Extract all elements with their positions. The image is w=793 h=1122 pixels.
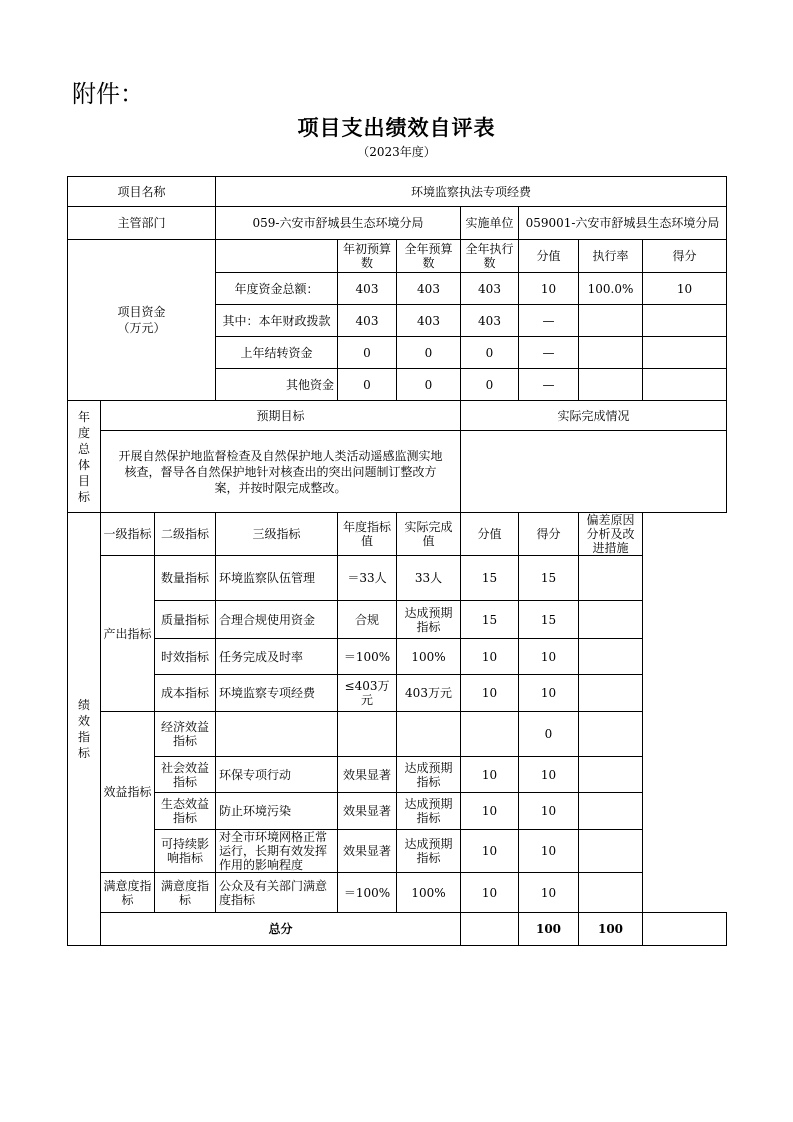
- actual-value: 33人: [397, 556, 461, 601]
- funds-cell: —: [519, 305, 579, 337]
- perf-header: 实际完成值: [397, 513, 461, 556]
- score-value: 10: [461, 830, 519, 873]
- unit-label: 实施单位: [461, 207, 519, 240]
- dept-value: 059-六安市舒城县生态环境分局: [216, 207, 461, 240]
- funds-header: 全年预算数: [397, 240, 461, 273]
- funds-cell: 0: [397, 337, 461, 369]
- funds-row-label: 其中：本年财政拨款: [216, 305, 338, 337]
- actual-completion-header: 实际完成情况: [461, 401, 727, 431]
- perf-header: 年度指标值: [338, 513, 397, 556]
- funds-header-blank: [216, 240, 338, 273]
- actual-value: 100%: [397, 639, 461, 675]
- target-value: 合规: [338, 601, 397, 639]
- goal-label-text: 年度总体目标: [77, 409, 90, 504]
- funds-header: 全年执行数: [461, 240, 519, 273]
- deviation-note: [579, 757, 643, 793]
- funds-row-label: 其他资金: [216, 369, 338, 401]
- l3-indicator: 合理合规使用资金: [216, 601, 338, 639]
- l2-indicator: 社会效益指标: [155, 757, 216, 793]
- expected-goal-text: 开展自然保护地监督检查及自然保护地人类活动遥感监测实地核查，督导各自然保护地针对核查出的突出问题制订整改方案，并按时限完成整改。: [101, 431, 461, 513]
- actual-value: 403万元: [397, 675, 461, 712]
- funds-cell: 0: [338, 369, 397, 401]
- total-blank: [461, 913, 519, 946]
- funds-cell: 0: [461, 337, 519, 369]
- l3-indicator: [216, 712, 338, 757]
- benefit-label: 效益指标: [101, 712, 155, 873]
- deviation-note: [579, 639, 643, 675]
- page-title: 项目支出绩效自评表: [297, 116, 496, 140]
- funds-row-label: 年度资金总额：: [216, 273, 338, 305]
- funds-cell: 403: [338, 273, 397, 305]
- funds-cell: 403: [338, 305, 397, 337]
- funds-cell: —: [519, 337, 579, 369]
- funds-cell: 403: [461, 273, 519, 305]
- l3-indicator: 防止环境污染: [216, 793, 338, 830]
- l2-indicator: 可持续影响指标: [155, 830, 216, 873]
- funds-cell: —: [519, 369, 579, 401]
- funds-cell: [643, 305, 727, 337]
- funds-row-label: 上年结转资金: [216, 337, 338, 369]
- score-value: 10: [461, 873, 519, 913]
- score: 10: [519, 757, 579, 793]
- score: 10: [519, 793, 579, 830]
- deviation-note: [579, 712, 643, 757]
- target-value: ＝33人: [338, 556, 397, 601]
- deviation-note: [579, 556, 643, 601]
- l3-indicator: 任务完成及时率: [216, 639, 338, 675]
- total-label: 总分: [101, 913, 461, 946]
- dept-label: 主管部门: [68, 207, 216, 240]
- perf-header: 得分: [519, 513, 579, 556]
- l2-indicator: 数量指标: [155, 556, 216, 601]
- l3-indicator: 环境监察专项经费: [216, 675, 338, 712]
- deviation-note: [579, 873, 643, 913]
- l2-indicator: 时效指标: [155, 639, 216, 675]
- funds-header: 分值: [519, 240, 579, 273]
- actual-value: 达成预期指标: [397, 601, 461, 639]
- funds-header: 执行率: [579, 240, 643, 273]
- score-value: 10: [461, 793, 519, 830]
- perf-header: 三级指标: [216, 513, 338, 556]
- attachment-label: 附件：: [72, 80, 144, 108]
- target-value: 效果显著: [338, 757, 397, 793]
- total-score: 100: [579, 913, 643, 946]
- year-subtitle: （2023年度）: [357, 145, 436, 159]
- funds-cell: [579, 337, 643, 369]
- perf-label-text: 绩效指标: [77, 698, 90, 760]
- l3-indicator: 环保专项行动: [216, 757, 338, 793]
- funds-cell: 0: [397, 369, 461, 401]
- l3-indicator: 环境监察队伍管理: [216, 556, 338, 601]
- funds-header: 年初预算数: [338, 240, 397, 273]
- score: 10: [519, 830, 579, 873]
- l3-indicator: 对全市环境网格正常运行，长期有效发挥作用的影响程度: [216, 830, 338, 873]
- actual-completion-text: [461, 431, 727, 513]
- score-value: 10: [461, 639, 519, 675]
- funds-cell: [579, 305, 643, 337]
- project-name-label: 项目名称: [68, 177, 216, 207]
- perf-label: [68, 513, 101, 946]
- funds-cell: 403: [397, 305, 461, 337]
- deviation-note: [579, 793, 643, 830]
- funds-cell: [579, 369, 643, 401]
- l2-indicator: 满意度指标: [155, 873, 216, 913]
- funds-cell: [643, 337, 727, 369]
- deviation-note: [579, 601, 643, 639]
- l2-indicator: 成本指标: [155, 675, 216, 712]
- perf-header: 一级指标: [101, 513, 155, 556]
- funds-cell: 0: [338, 337, 397, 369]
- expected-goal-header: 预期目标: [101, 401, 461, 431]
- target-value: 效果显著: [338, 793, 397, 830]
- deviation-note: [579, 675, 643, 712]
- l2-indicator: 经济效益指标: [155, 712, 216, 757]
- funds-header: 得分: [643, 240, 727, 273]
- actual-value: 100%: [397, 873, 461, 913]
- perf-header: 二级指标: [155, 513, 216, 556]
- score: 15: [519, 601, 579, 639]
- funds-cell: 403: [461, 305, 519, 337]
- funds-label-text: 项目资金（万元）: [117, 305, 166, 335]
- l2-indicator: 质量指标: [155, 601, 216, 639]
- funds-cell: 10: [519, 273, 579, 305]
- self-evaluation-table: [67, 176, 727, 946]
- output-label: 产出指标: [101, 556, 155, 712]
- project-name: 环境监察执法专项经费: [216, 177, 727, 207]
- funds-cell: 0: [461, 369, 519, 401]
- score: 0: [519, 712, 579, 757]
- target-value: [338, 712, 397, 757]
- score-value: 10: [461, 757, 519, 793]
- funds-label: [68, 240, 216, 401]
- target-value: ＝100%: [338, 639, 397, 675]
- satisfaction-label: 满意度指标: [101, 873, 155, 913]
- unit-value: 059001-六安市舒城县生态环境分局: [519, 207, 727, 240]
- score: 15: [519, 556, 579, 601]
- total-note: [643, 913, 727, 946]
- actual-value: 达成预期指标: [397, 793, 461, 830]
- score-value: 15: [461, 601, 519, 639]
- funds-cell: [643, 369, 727, 401]
- funds-cell: 10: [643, 273, 727, 305]
- funds-cell: 100.0%: [579, 273, 643, 305]
- target-value: ≤403万元: [338, 675, 397, 712]
- actual-value: 达成预期指标: [397, 830, 461, 873]
- perf-header: 分值: [461, 513, 519, 556]
- l3-indicator: 公众及有关部门满意度指标: [216, 873, 338, 913]
- score-value: 10: [461, 675, 519, 712]
- actual-value: [397, 712, 461, 757]
- funds-cell: 403: [397, 273, 461, 305]
- deviation-note: [579, 830, 643, 873]
- l2-indicator: 生态效益指标: [155, 793, 216, 830]
- total-value: 100: [519, 913, 579, 946]
- target-value: ＝100%: [338, 873, 397, 913]
- perf-header: 偏差原因分析及改进措施: [579, 513, 643, 556]
- score-value: [461, 712, 519, 757]
- actual-value: 达成预期指标: [397, 757, 461, 793]
- target-value: 效果显著: [338, 830, 397, 873]
- score-value: 15: [461, 556, 519, 601]
- score: 10: [519, 675, 579, 712]
- score: 10: [519, 639, 579, 675]
- score: 10: [519, 873, 579, 913]
- goal-label: [68, 401, 101, 513]
